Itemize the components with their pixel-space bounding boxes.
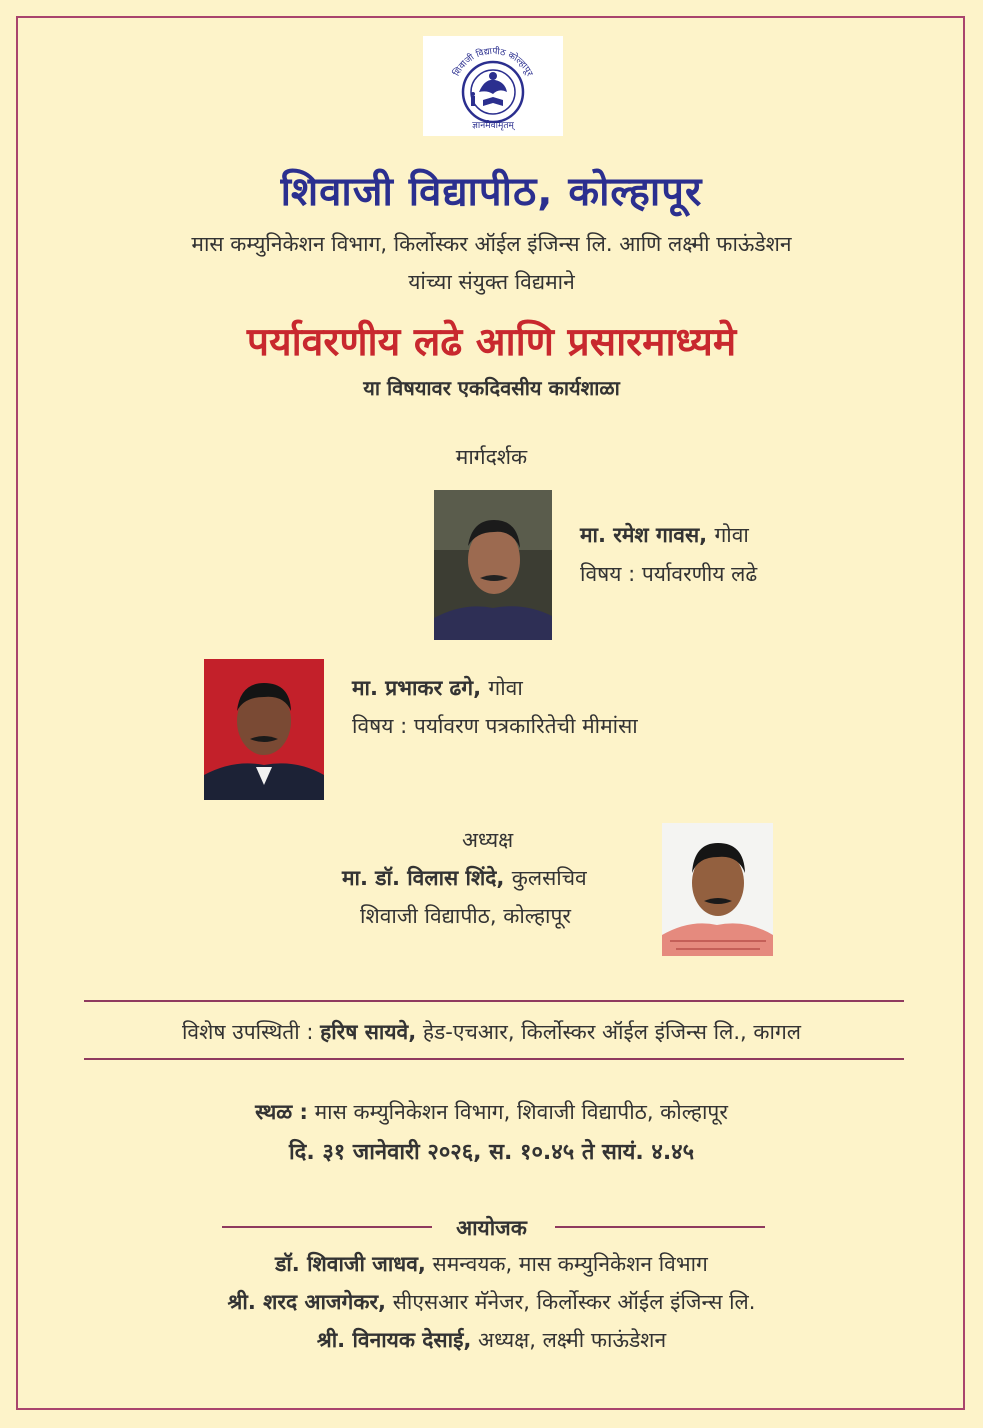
- venue-text: मास कम्युनिकेशन विभाग, शिवाजी विद्यापीठ, कोल्हापूर: [314, 1100, 728, 1124]
- guide2-name: [352, 674, 523, 702]
- chair-role: कुलसचिव: [511, 866, 587, 890]
- special-guest-name: हरिष सायवे,: [320, 1020, 417, 1044]
- special-guest-line: [0, 1018, 983, 1046]
- workshop-subtitle: या विषयावर एकदिवसीय कार्यशाळा: [363, 376, 620, 400]
- organisers-line-2: यांच्या संयुक्त विद्यमाने: [408, 270, 575, 294]
- organisers-line-1: मास कम्युनिकेशन विभाग, किर्लोस्कर ऑईल इंजिन्स लि. आणि लक्ष्मी फाऊंडेशन: [191, 232, 792, 256]
- chair-name-text: मा. डॉ. विलास शिंदे,: [342, 866, 505, 890]
- special-guest-details: हेड-एचआर, किर्लोस्कर ऑईल इंजिन्स लि., कागल: [422, 1020, 802, 1044]
- guide2-topic-text: पर्यावरण पत्रकारितेची मीमांसा: [413, 714, 638, 738]
- guide1-name: [580, 521, 749, 549]
- guide1-name-text: मा. रमेश गावस,: [580, 523, 708, 547]
- logo-arc-text: शिवाजी विद्यापीठ कोल्हापूर: [451, 46, 535, 79]
- organiser-2-name: श्री. शरद आजगेकर,: [227, 1290, 387, 1314]
- venue-line: [0, 1098, 983, 1126]
- special-guest-label: विशेष उपस्थिती :: [181, 1020, 314, 1044]
- guide2-place: गोवा: [488, 676, 523, 700]
- university-logo: [423, 36, 563, 136]
- guide2-photo: [204, 659, 324, 800]
- university-name: शिवाजी विद्यापीठ, कोल्हापूर: [280, 169, 703, 215]
- guide2-name-text: मा. प्रभाकर ढगे,: [352, 676, 482, 700]
- chair-name: [342, 864, 587, 892]
- guides-heading: मार्गदर्शक: [455, 445, 528, 469]
- guide1-topic-label: विषय :: [580, 562, 636, 586]
- venue-label: स्थळ :: [255, 1100, 308, 1124]
- guide2-topic: [352, 712, 638, 740]
- logo-motto: ज्ञानमेवामृतम्: [472, 121, 514, 131]
- guide2-topic-label: विषय :: [352, 714, 408, 738]
- divider-bottom: [84, 1058, 904, 1060]
- organiser-2-role: सीएसआर मॅनेजर, किर्लोस्कर ऑईल इंजिन्स लि.: [392, 1290, 756, 1314]
- organiser-3-name: श्री. विनायक देसाई,: [316, 1328, 472, 1352]
- organiser-1-role: समन्वयक, मास कम्युनिकेशन विभाग: [432, 1252, 708, 1276]
- chair-org: शिवाजी विद्यापीठ, कोल्हापूर: [360, 904, 571, 928]
- organiser-1-name: डॉ. शिवाजी जाधव,: [275, 1252, 426, 1276]
- guide1-place: गोवा: [714, 523, 749, 547]
- chair-photo: [662, 823, 773, 956]
- organisers-heading: आयोजक: [456, 1216, 527, 1240]
- organiser-2: [0, 1288, 983, 1316]
- divider-top: [84, 1000, 904, 1002]
- organiser-3-role: अध्यक्ष, लक्ष्मी फाऊंडेशन: [478, 1328, 667, 1352]
- workshop-title: पर्यावरणीय लढे आणि प्रसारमाध्यमे: [246, 320, 737, 365]
- organiser-1: [0, 1250, 983, 1278]
- guide1-photo: [434, 490, 552, 640]
- guide1-topic: [580, 560, 757, 588]
- organiser-3: [0, 1326, 983, 1354]
- date-time: दि. ३१ जानेवारी २०२६, स. १०.४५ ते सायं. ४.४५: [288, 1140, 695, 1165]
- chair-heading: अध्यक्ष: [462, 828, 514, 852]
- guide1-topic-text: पर्यावरणीय लढे: [641, 562, 758, 586]
- university-seal-icon: [433, 40, 553, 132]
